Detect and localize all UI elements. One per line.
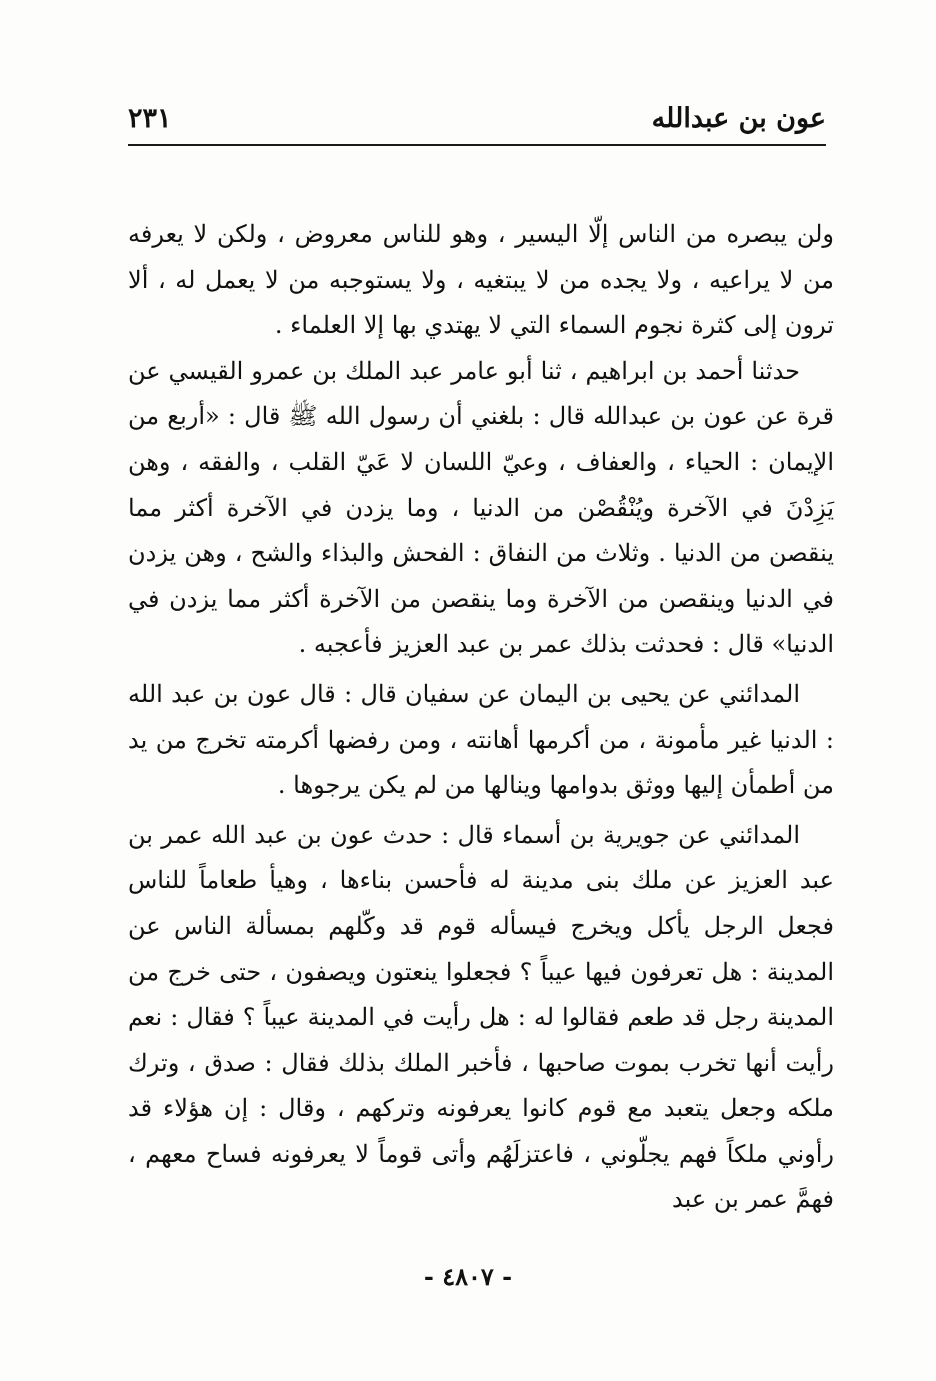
paragraph: المدائني عن يحيى بن اليمان عن سفيان قال : قال عون بن عبد الله : الدنيا غير مأمونة ، من أكرمها أهانته ، ومن رفضها أكرمته تخرج من يد من أطمأن إليها ووثق بدوامها وينالها من لم يكن يرجوها . (128, 679, 834, 800)
page-header (128, 96, 826, 146)
body-text (128, 212, 834, 1223)
paragraph: حدثنا أحمد بن ابراهيم ، ثنا أبو عامر عبد الملك بن عمرو القيسي عن قرة عن عون بن عبدالله قال : بلغني أن رسول الله ﷺ قال : «أربع من الإيمان : الحياء ، والعفاف ، وعيّ اللسان لا عَيّ القلب ، والفقه ، وهن يَزِدْنَ في الآخرة ويُنْقُصْن من الدنيا ، وما يزدن في الآخرة أكثر مما ينقصن من الدنيا . وثلاث من النفاق : الفحش والبذاء والشح ، وهن يزدن في الدنيا وينقصن من الآخرة وما ينقصن من الآخرة أكثر مما يزدن في الدنيا» قال : فحدثت بذلك عمر بن عبد العزيز فأعجبه . (128, 356, 834, 659)
paragraph: المدائني عن جويرية بن أسماء قال : حدث عون بن عبد الله عمر بن عبد العزيز عن ملك بنى مدينة له فأحسن بناءها ، وهيأ طعاماً للناس فجعل الرجل يأكل ويخرج فيسأله قوم قد وكّلهم بمسألة الناس عن المدينة : هل تعرفون فيها عيباً ؟ فجعلوا ينعتون ويصفون ، حتى خرج من المدينة رجل قد طعم فقالوا له : هل رأيت في المدينة عيباً ؟ فقال : نعم رأيت أنها تخرب بموت صاحبها ، فأخبر الملك بذلك فقال : صدق ، وترك ملكه وجعل يتعبد مع قوم كانوا يعرفونه وتركهم ، وقال : إن هؤلاء قد رأوني ملكاً فهم يجلّوني ، فاعتزلَهُم وأتى قوماً لا يعرفونه فساح معهم ، فهمَّ عمر بن عبد (128, 820, 834, 1214)
paragraph: ولن يبصره من الناس إلّا اليسير ، وهو للناس معروض ، ولكن لا يعرفه من لا يراعيه ، ولا يجده من لا يبتغيه ، ولا يستوجبه من لا يعمل له ، ألا ترون إلى كثرة نجوم السماء التي لا يهتدي بها إلا العلماء . (128, 220, 835, 340)
running-title: عون بن عبدالله (651, 103, 826, 134)
footer-page-number: - ٤٨٠٧ - (423, 1262, 513, 1291)
header-rule (128, 144, 826, 146)
page-number: ٢٣١ (128, 103, 172, 134)
